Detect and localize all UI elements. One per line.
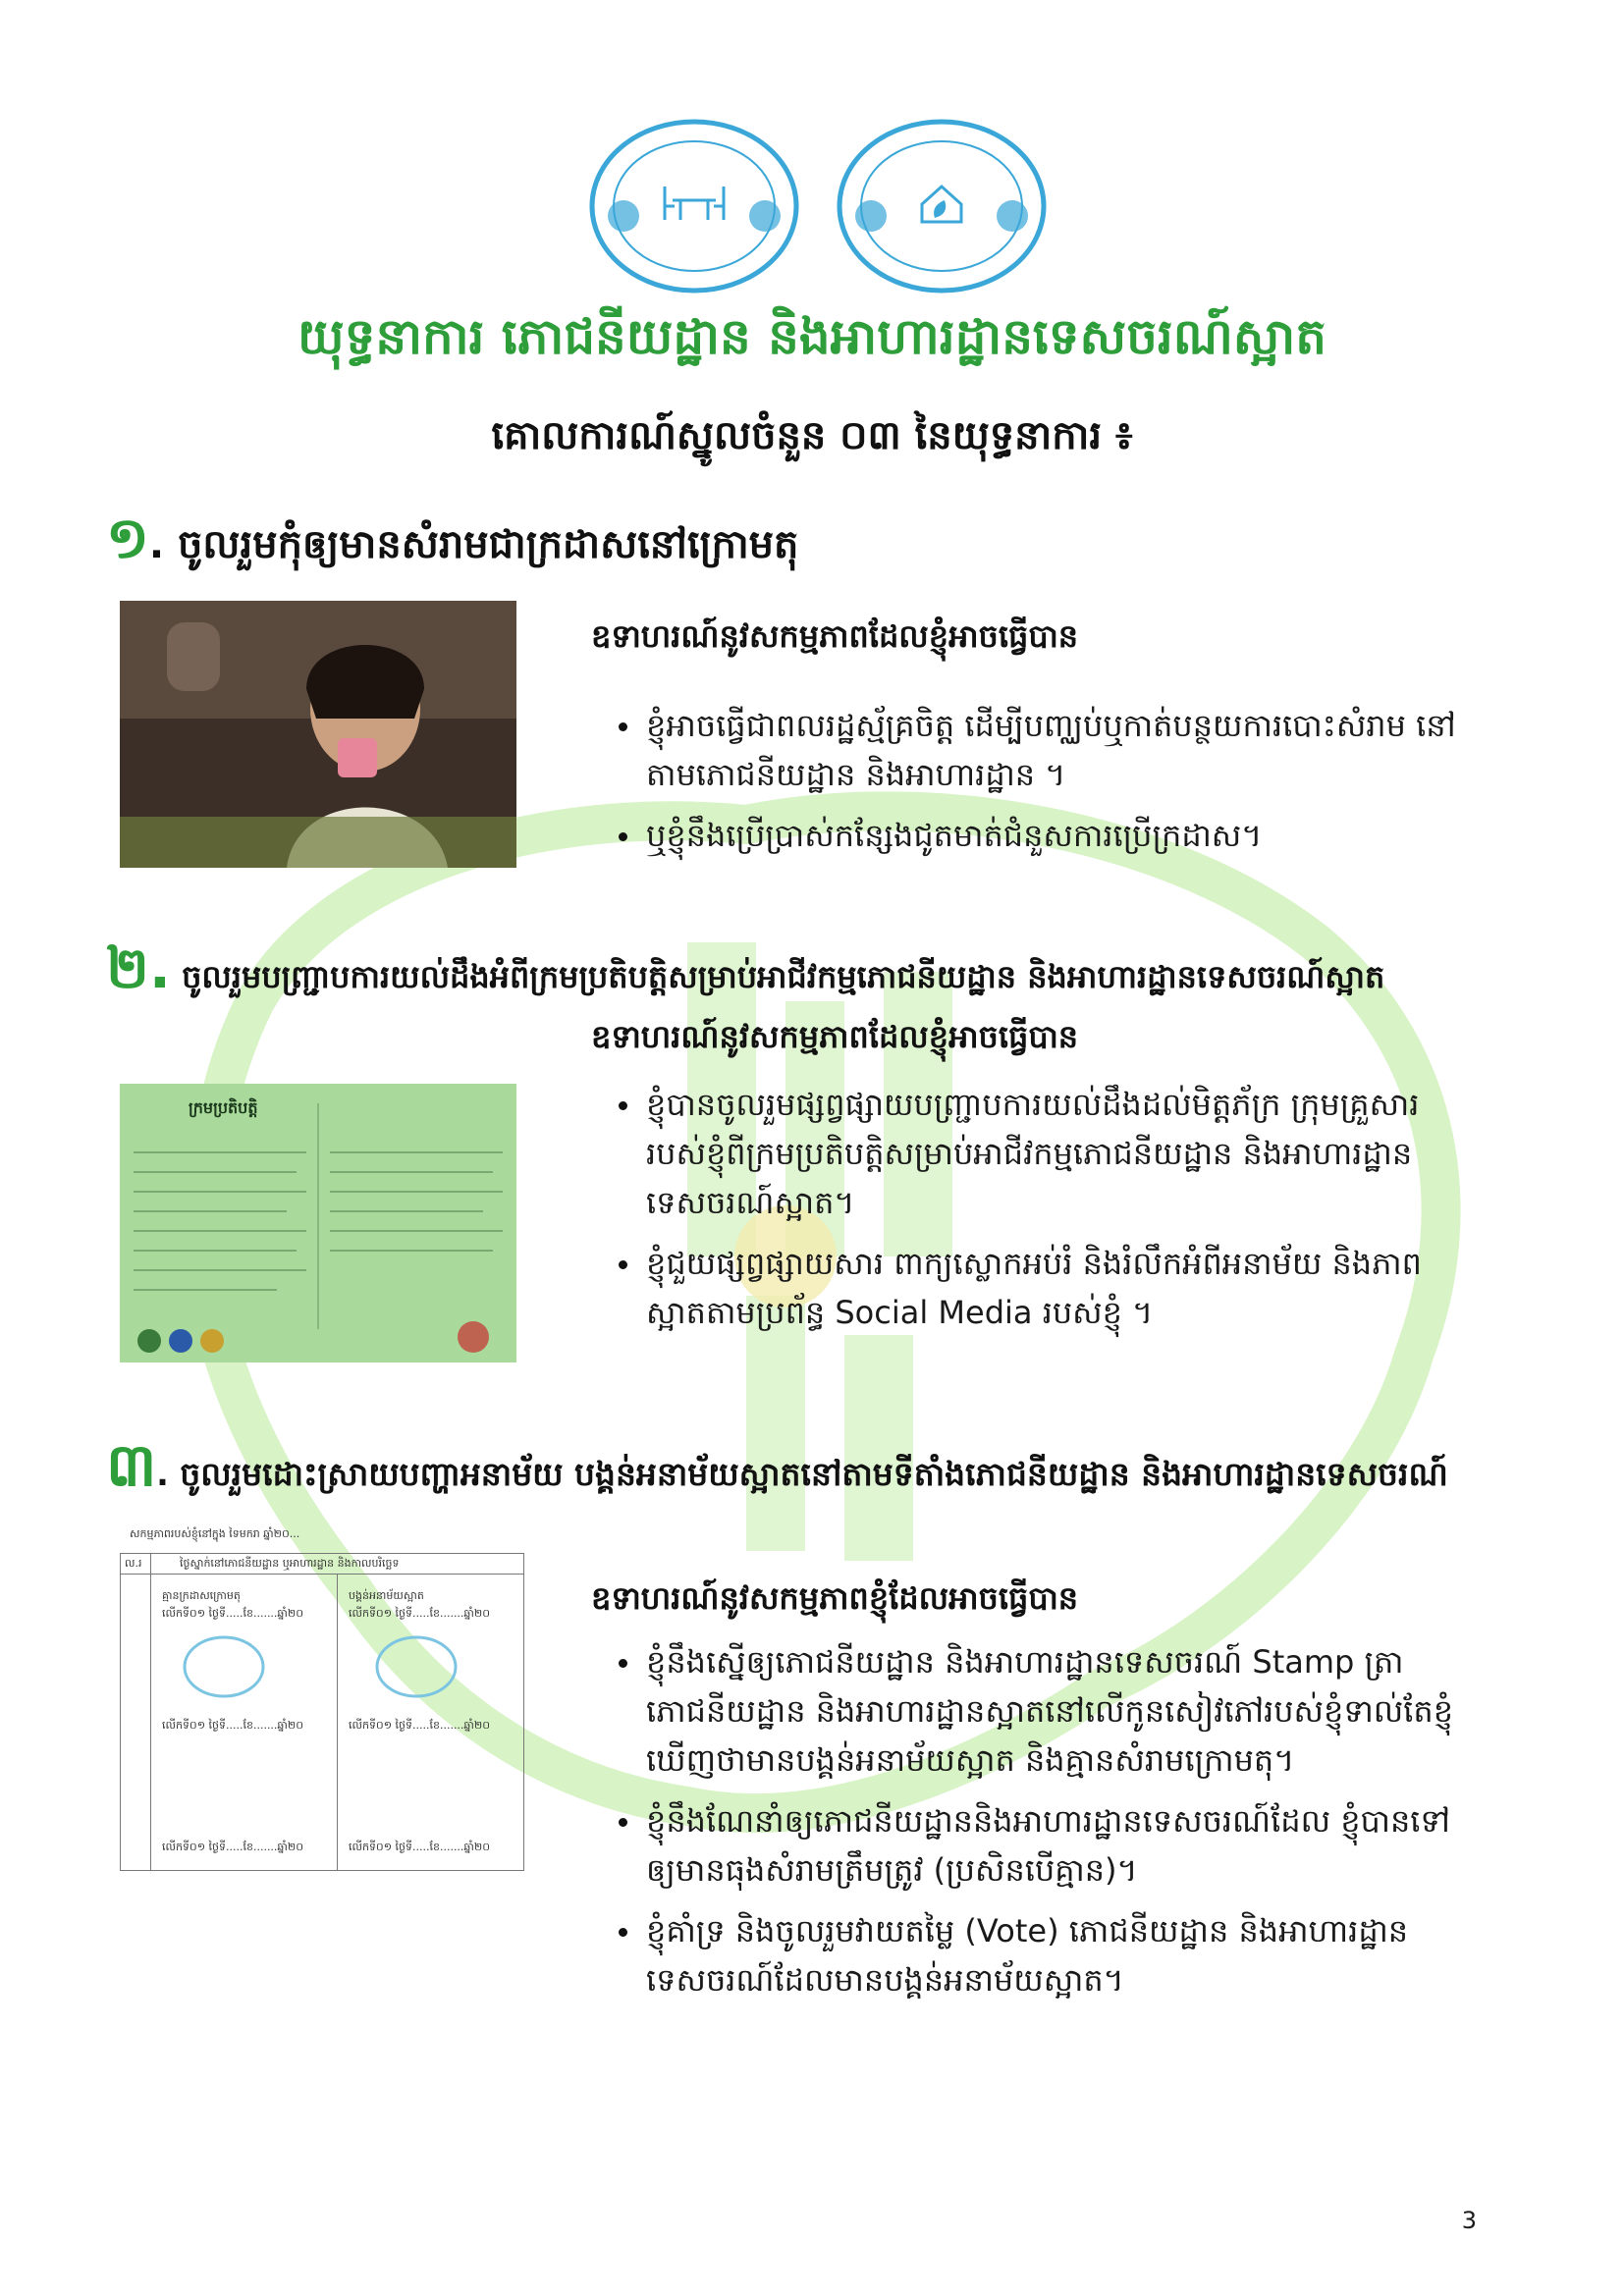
girl-with-napkin-photo: [120, 601, 516, 868]
section-1-title: . ចូលរួមកុំឲ្យមានសំរាមជាក្រដាសនៅក្រោមតុ: [148, 522, 799, 567]
stamp-mark-icon: [180, 1632, 268, 1701]
list-item: ខ្ញុំជួយផ្សព្វផ្សាយសារ ពាក្យស្លោកអប់រំ និងរំលឹកអំពីអនាម័យ និងភាពស្អាតតាមប្រព័ន្ធ Social Media របស់ខ្ញុំ ។: [619, 1239, 1473, 1337]
section-2-number: ២.: [106, 934, 171, 1001]
stamp-table-row: លើកទី០១ ថ្ងៃទី.....ខែ.......ឆ្នាំ២០: [349, 1841, 491, 1853]
page-number: 3: [1461, 2207, 1477, 2234]
stamp-table-left-label: គ្មានក្រដាសក្រោមតុ: [162, 1589, 241, 1602]
stamp-table-col-title: ថ្ងៃស្នាក់នៅភោជនីយដ្ឋាន ឬអាហារដ្ឋាន និងកាលបរិច្ឆេទ: [180, 1557, 400, 1570]
section-1-number: ១: [106, 505, 149, 571]
stamp-table-row: លើកទី០១ ថ្ងៃទី.....ខែ.......ឆ្នាំ២០: [349, 1607, 491, 1620]
stamp-table-row: លើកទី០១ ថ្ងៃទី.....ខែ.......ឆ្នាំ២០: [162, 1607, 304, 1620]
stamp-table-col-no: ល.រ: [125, 1557, 142, 1570]
code-of-conduct-poster-image: [120, 1084, 516, 1362]
clean-toilet-logo: [839, 122, 1044, 291]
section-3-heading: [106, 1428, 1448, 1515]
list-item: ខ្ញុំបានចូលរួមផ្សព្វផ្សាយបញ្ជ្រាបការយល់ដឹងដល់មិត្តភ័ក្រ ក្រុមគ្រួសាររបស់ខ្ញុំពីក្រមប្រតិបត្តិសម្រាប់អាជីវកម្មភោជនីយដ្ឋាន និងអាហារដ្ឋានទេសចរណ៍ស្អាត។: [619, 1080, 1473, 1227]
stamp-table-row: លើកទី០១ ថ្ងៃទី.....ខែ.......ឆ្នាំ២០: [162, 1841, 304, 1853]
section-2-example-label: ឧទាហរណ៍នូវសកម្មភាពដែលខ្ញុំអាចធ្វើបាន: [591, 1018, 1079, 1055]
section-2-bullets: [619, 1080, 1473, 1349]
section-3-example-label: ឧទាហរណ៍នូវសកម្មភាពខ្ញុំដែលអាចធ្វើបាន: [591, 1579, 1079, 1617]
list-item: ឬខ្ញុំនឹងប្រើប្រាស់កន្សែងជូតមាត់ជំនួសការប្រើក្រដាស។: [619, 811, 1473, 860]
section-2-title: ចូលរួមបញ្ជ្រាបការយល់ដឹងអំពីក្រមប្រតិបត្តិសម្រាប់អាជីវកម្មភោជនីយដ្ឋាន និងអាហារដ្ឋានទេសចរណ៍ស្អាត: [170, 958, 1385, 995]
stamp-table-note: សកម្មភាពរបស់ខ្ញុំនៅក្នុង ទៃមករា ឆ្នាំ២០...: [130, 1527, 300, 1540]
list-item: ខ្ញុំនឹងស្នើឲ្យភោជនីយដ្ឋាន និងអាហារដ្ឋានទេសចរណ៍ Stamp ត្រាភោជនីយដ្ឋាន និងអាហារដ្ឋានស្អាតនៅលើកូនសៀវភៅរបស់ខ្ញុំទាល់តែខ្ញុំឃើញថាមានបង្គន់អនាម័យស្អាត និងគ្មានសំរាមក្រោមតុ។: [619, 1637, 1473, 1785]
section-3-bullets: [619, 1637, 1473, 2016]
table-and-chairs-icon: [665, 187, 724, 220]
poster-heading: ក្រមប្រតិបត្តិ: [189, 1098, 258, 1117]
house-with-leaves-icon: [922, 187, 961, 222]
stamp-table-row: លើកទី០១ ថ្ងៃទី.....ខែ.......ឆ្នាំ២០: [349, 1719, 491, 1732]
page-subtitle: គោលការណ៍ស្នូលចំនួន ០៣ នៃយុទ្ធនាការ ៖: [491, 413, 1133, 458]
list-item: ខ្ញុំអាចធ្វើជាពលរដ្ឋស្ម័គ្រចិត្ត ដើម្បីបញ្ឈប់ឬកាត់បន្ថយការបោះសំរាម នៅតាមភោជនីយដ្ឋាន និងអាហារដ្ឋាន ។: [619, 701, 1473, 799]
page-title: យុទ្ធនាការ ភោជនីយដ្ឋាន និងអាហារដ្ឋានទេសចរណ៍ស្អាត: [298, 308, 1326, 365]
section-1-heading: [106, 503, 798, 586]
stamp-table-row: លើកទី០១ ថ្ងៃទី.....ខែ.......ឆ្នាំ២០: [162, 1719, 304, 1732]
stamp-mark-icon: [372, 1632, 460, 1701]
section-3-title: . ចូលរួមដោះស្រាយបញ្ហាអនាម័យ បង្គន់អនាម័យស្អាតនៅតាមទីតាំងភោជនីយដ្ឋាន និងអាហារដ្ឋានទេសចរណ៍: [156, 1455, 1448, 1493]
section-2-heading: [106, 933, 1384, 1016]
section-1-bullets: [619, 701, 1473, 872]
no-smoke-under-table-logo: [592, 122, 796, 291]
section-3-number: ៣: [106, 1431, 157, 1500]
list-item: ខ្ញុំគាំទ្រ និងចូលរួមវាយតម្លៃ (Vote) ភោជនីយដ្ឋាន និងអាហារដ្ឋានទេសចរណ៍ដែលមានបង្គន់អនាម័យស្អាត។: [619, 1906, 1473, 2004]
stamp-record-table: [120, 1527, 524, 1871]
section-1-example-label: ឧទាហរណ៍នូវសកម្មភាពដែលខ្ញុំអាចធ្វើបាន: [591, 617, 1079, 655]
campaign-logos: [584, 110, 1056, 302]
stamp-table-right-label: បង្គន់អនាម័យស្អាត: [349, 1589, 424, 1602]
list-item: ខ្ញុំនឹងណែនាំឲ្យភោជនីយដ្ឋាននិងអាហារដ្ឋានទេសចរណ៍ដែល ខ្ញុំបានទៅ ឲ្យមានធុងសំរាមត្រឹមត្រូវ (ប្រសិនបើគ្មាន)។: [619, 1796, 1473, 1895]
